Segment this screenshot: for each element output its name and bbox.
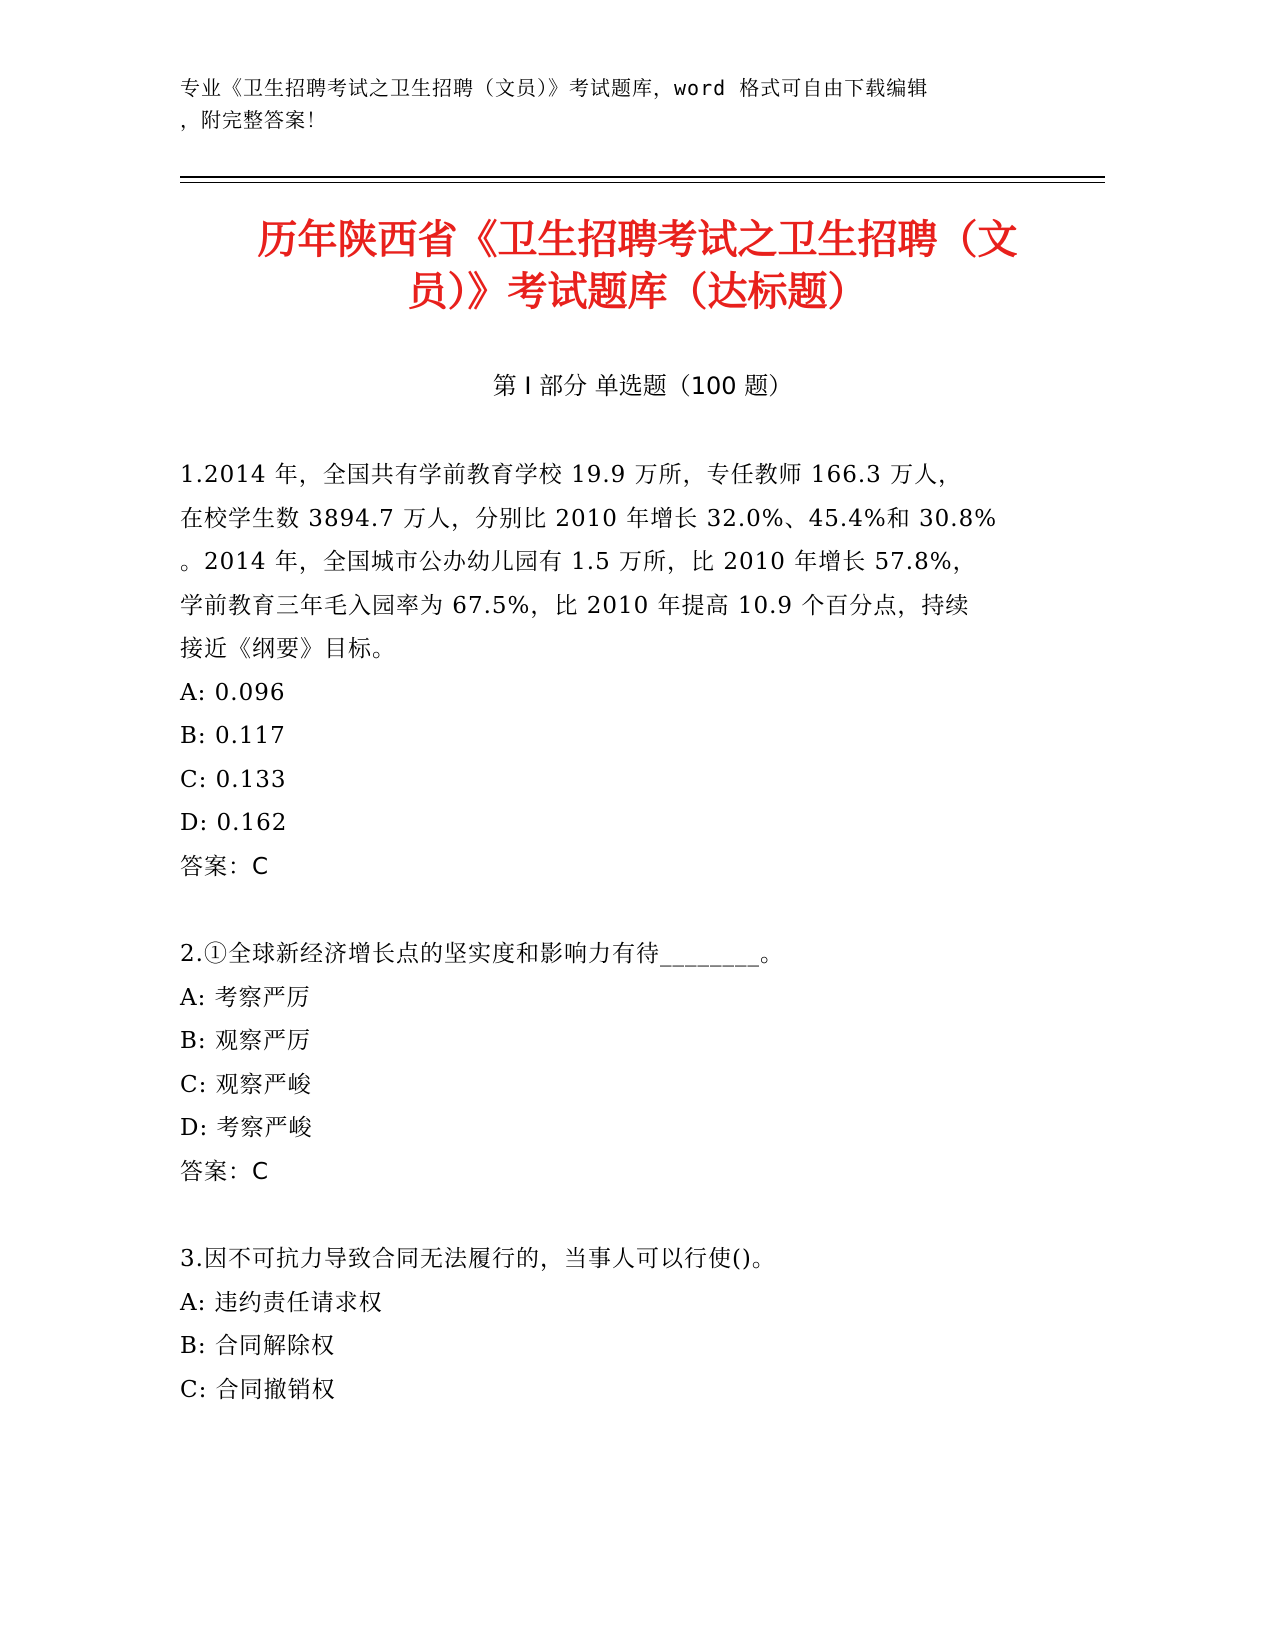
question-2 (180, 933, 1050, 1194)
option-d: D: 0.162 (180, 810, 288, 836)
question-3 (180, 1238, 1050, 1412)
option-b: B: 0.117 (180, 723, 286, 749)
section-title: 第 I 部分 单选题（100 题） (492, 372, 793, 400)
header-note-line: 专业《卫生招聘考试之卫生招聘（文员）》考试题库，word 格式可自由下载编辑 (180, 76, 929, 100)
question-stem-line: 接近《纲要》目标。 (180, 636, 396, 662)
question-stem-line: 3.因不可抗力导致合同无法履行的，当事人可以行使()。 (180, 1246, 776, 1272)
question-stem-line: 在校学生数 3894.7 万人，分别比 2010 年增长 32.0%、45.4%和 30.8% (180, 505, 998, 532)
question-stem-line: 1.2014 年，全国共有学前教育学校 19.9 万所，专任教师 166.3 万人， (180, 462, 963, 488)
option-b: B: 观察严厉 (180, 1028, 311, 1054)
header-note-line: ，附完整答案！ (180, 108, 327, 132)
option-c: C: 0.133 (180, 766, 287, 793)
header-divider-thick (180, 176, 1105, 178)
answer-line: 答案：C (180, 1158, 270, 1185)
option-c: C: 合同撤销权 (180, 1376, 336, 1403)
document-title-line: 员）》考试题库（达标题） (407, 269, 868, 315)
option-c: C: 观察严峻 (180, 1071, 312, 1098)
question-stem-line: 学前教育三年毛入园率为 67.5%，比 2010 年提高 10.9 个百分点，持续 (180, 592, 970, 619)
option-d: D: 考察严峻 (180, 1115, 313, 1141)
answer-line: 答案：C (180, 853, 270, 880)
question-stem-line: 2.①全球新经济增长点的坚实度和影响力有待________。 (180, 941, 784, 967)
option-a: A: 0.096 (180, 679, 286, 706)
option-a: A: 违约责任请求权 (180, 1289, 383, 1316)
header-divider-thin (180, 182, 1105, 183)
option-b: B: 合同解除权 (180, 1333, 335, 1359)
document-title (160, 214, 1115, 318)
header-note (180, 72, 1080, 136)
document-title-line: 历年陕西省《卫生招聘考试之卫生招聘（文 (257, 217, 1018, 263)
option-a: A: 考察严厉 (180, 984, 311, 1011)
question-1 (180, 454, 1050, 889)
question-stem-line: 。2014 年，全国城市公办幼儿园有 1.5 万所，比 2010 年增长 57.8%， (180, 549, 977, 575)
